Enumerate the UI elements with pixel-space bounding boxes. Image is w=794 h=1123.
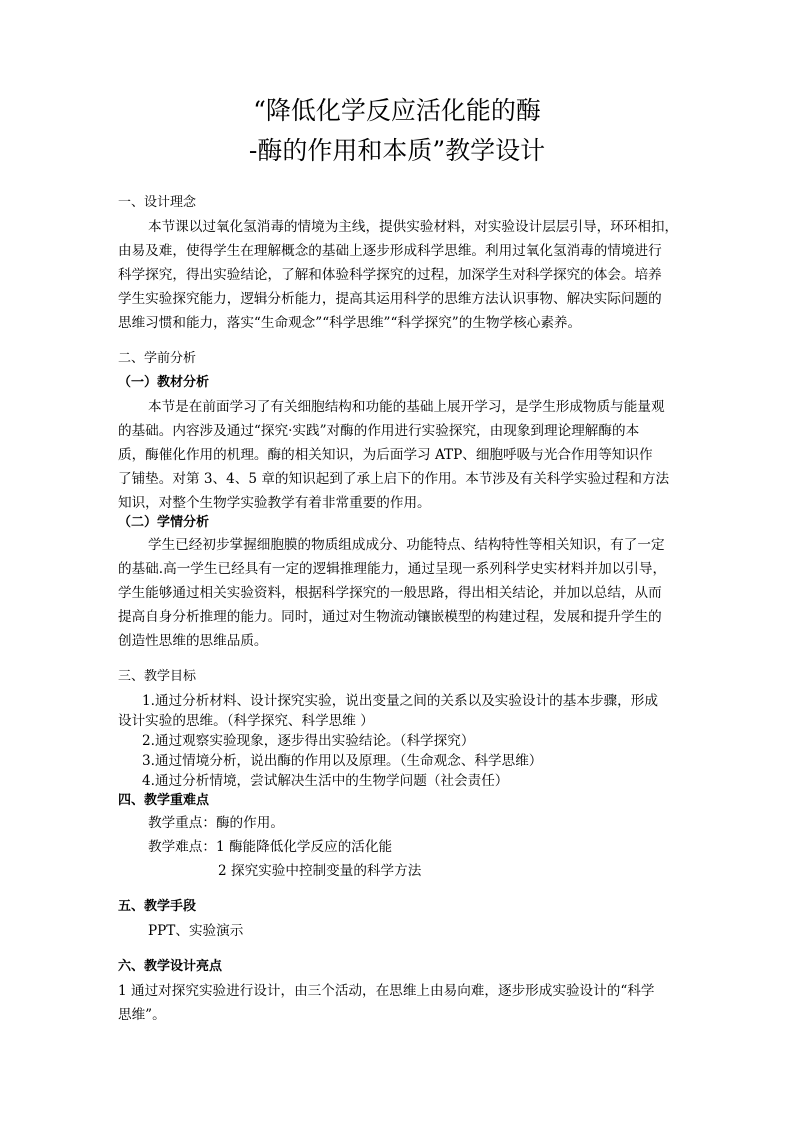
section6-para-line: 思维”。: [118, 1007, 166, 1023]
section2-sub2-heading: （二）学情分析: [118, 515, 210, 530]
section2-sub2-para-line: 提高自身分析推理的能力。同时，通过对生物流动镶嵌模型的构建过程，发展和提升学生的: [118, 609, 662, 625]
objective-item: 1.通过分析材料、设计探究实验，说出变量之间的关系以及实验设计的基本步骤，形成: [142, 693, 658, 709]
section6-para-line: 1 通过对探究实验进行设计，由三个活动，在思维上由易向难，逐步形成实验设计的“科学: [118, 983, 655, 999]
section5-heading: 五、教学手段: [118, 899, 197, 914]
teaching-means: PPT、实验演示: [148, 923, 244, 939]
section1-para-line: 思维习惯和能力，落实“生命观念”“科学思维”“科学探究”的生物学核心素养。: [118, 315, 582, 331]
objective-item: 设计实验的思维。（科学探究、科学思维 ）: [118, 713, 374, 729]
difficulty-point: 教学难点：1 酶能降低化学反应的活化能: [148, 839, 393, 855]
objective-item: 3.通过情境分析，说出酶的作用以及原理。（生命观念、科学思维）: [142, 753, 543, 769]
section1-para-line: 学生实验探究能力，逻辑分析能力，提高其运用科学的思维方法认识事物、解决实际问题的: [118, 291, 662, 307]
section2-sub2-para-line: 学生已经初步掌握细胞膜的物质组成成分、功能特点、结构特性等相关知识，有了一定: [148, 537, 665, 553]
objective-item: 2.通过观察实验现象，逐步得出实验结论。（科学探究）: [142, 733, 475, 749]
document-title-line1: “降低化学反应活化能的酶: [253, 96, 541, 125]
section2-sub1-heading: （一）教材分析: [118, 375, 210, 390]
section2-sub2-para-line: 学生能够通过相关实验资料，根据科学探究的一般思路，得出相关结论，并加以总结，从而: [118, 585, 662, 601]
section2-sub2-para-line: 创造性思维的思维品质。: [118, 633, 268, 649]
section2-sub1-para-line: 知识，对整个生物学实验教学有着非常重要的作用。: [118, 495, 431, 511]
section2-sub1-para-line: 的基础。内容涉及通过“探究·实践”对酶的作用进行实验探究，由现象到理论理解酶的本: [118, 423, 640, 439]
document-title-line2: -酶的作用和本质”教学设计: [248, 136, 546, 165]
section2-sub1-para-line: 本节是在前面学习了有关细胞结构和功能的基础上展开学习，是学生形成物质与能量观: [148, 399, 665, 415]
section6-heading: 六、教学设计亮点: [118, 959, 223, 974]
section1-para-line: 本节课以过氧化氢消毒的情境为主线，提供实验材料，对实验设计层层引导，环环相扣，: [148, 219, 679, 235]
section1-para-line: 由易及难，使得学生在理解概念的基础上逐步形成科学思维。利用过氧化氢消毒的情境进行: [118, 243, 662, 259]
section1-heading: 一、设计理念: [118, 195, 197, 210]
section2-sub1-para-line: 了铺垫。对第 3、4、5 章的知识起到了承上启下的作用。本节涉及有关科学实验过程和方法: [118, 471, 670, 487]
section4-heading: 四、教学重难点: [118, 793, 210, 808]
objective-item: 4.通过分析情境，尝试解决生活中的生物学问题（社会责任）: [142, 773, 509, 789]
section1-para-line: 科学探究，得出实验结论，了解和体验科学探究的过程，加深学生对科学探究的体会。培养: [118, 267, 662, 283]
section2-heading: 二、学前分析: [118, 351, 197, 366]
section3-heading: 三、教学目标: [118, 669, 197, 684]
section2-sub1-para-line: 质，酶催化作用的机理。酶的相关知识，为后面学习 ATP、细胞呼吸与光合作用等知识作: [118, 447, 653, 463]
difficulty-point: 2 探究实验中控制变量的科学方法: [218, 863, 422, 879]
section2-sub2-para-line: 的基础.高一学生已经具有一定的逻辑推理能力，通过呈现一系列科学史实材料并加以引导，: [118, 561, 667, 577]
key-point: 教学重点：酶的作用。: [148, 815, 284, 831]
